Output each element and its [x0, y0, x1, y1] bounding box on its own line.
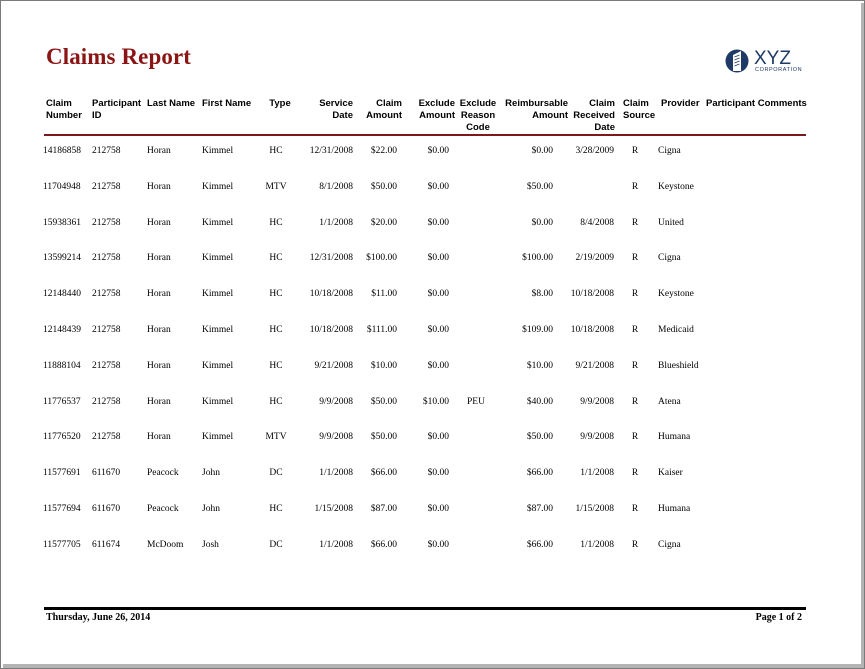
cell-reimbursable-amount: $66.00: [526, 539, 553, 550]
table-row: [0, 217, 865, 229]
cell-first-name: Kimmel: [202, 181, 234, 192]
column-header-exclude-amount: Exclude Amount: [418, 98, 455, 121]
cell-first-name: Kimmel: [202, 325, 234, 335]
cell-service-date: 8/1/2008: [319, 181, 353, 192]
cell-type: HC: [269, 325, 283, 335]
cell-reimbursable-amount: $40.00: [526, 396, 553, 407]
table-row: [0, 396, 865, 408]
column-header-service-date: Service Date: [319, 98, 353, 121]
table-row: [0, 181, 865, 193]
cell-reimbursable-amount: $109.00: [522, 325, 553, 335]
table-row: [0, 324, 865, 336]
cell-participant-id: 212758: [92, 217, 121, 228]
cell-exclude-amount: $0.00: [427, 146, 449, 156]
report-title: Claims Report: [46, 44, 192, 69]
cell-claim-received-date: 2/19/2009: [575, 253, 614, 264]
cell-first-name: Kimmel: [202, 396, 234, 407]
cell-service-date: 1/1/2008: [319, 539, 353, 550]
cell-service-date: 1/1/2008: [319, 217, 353, 228]
cell-claim-source: R: [631, 504, 639, 514]
column-header-provider: Provider: [661, 98, 700, 109]
column-header-claim-amount: Claim Amount: [366, 98, 402, 121]
cell-last-name: Horan: [147, 217, 171, 228]
cell-provider: Atena: [658, 396, 681, 407]
cell-claim-received-date: 10/18/2008: [570, 289, 614, 300]
cell-provider: Humana: [658, 432, 691, 443]
column-header-reimbursable-amount: Reimbursable Amount: [505, 98, 568, 121]
cell-first-name: John: [202, 468, 220, 479]
cell-type: MTV: [265, 181, 287, 192]
cell-last-name: Horan: [147, 253, 171, 264]
cell-claim-amount: $22.00: [370, 146, 397, 156]
cell-service-date: 10/18/2008: [309, 289, 353, 300]
cell-claim-amount: $10.00: [370, 360, 397, 371]
cell-claim-source: R: [631, 432, 639, 443]
cell-last-name: Horan: [147, 396, 171, 407]
cell-provider: Kaiser: [658, 468, 683, 479]
cell-reimbursable-amount: $100.00: [522, 253, 553, 264]
cell-claim-amount: $50.00: [370, 396, 397, 407]
cell-provider: Keystone: [658, 289, 694, 300]
cell-type: HC: [269, 253, 283, 264]
cell-claim-number: 11776520: [43, 432, 81, 443]
cell-last-name: Peacock: [147, 468, 179, 479]
cell-reimbursable-amount: $0.00: [531, 146, 553, 156]
cell-exclude-amount: $0.00: [427, 468, 449, 479]
cell-claim-number: 11776537: [43, 396, 81, 407]
cell-claim-source: R: [631, 217, 639, 228]
cell-claim-received-date: 9/9/2008: [580, 396, 614, 407]
cell-type: DC: [269, 539, 283, 550]
table-row: [0, 431, 865, 443]
cell-reimbursable-amount: $50.00: [526, 432, 553, 443]
cell-exclude-amount: $0.00: [427, 504, 449, 514]
cell-first-name: Kimmel: [202, 253, 234, 264]
cell-reimbursable-amount: $66.00: [526, 468, 553, 479]
cell-exclude-amount: $10.00: [422, 396, 449, 407]
cell-provider: Cigna: [658, 146, 681, 156]
cell-participant-id: 212758: [92, 396, 121, 407]
cell-reimbursable-amount: $50.00: [526, 181, 553, 192]
cell-first-name: Kimmel: [202, 432, 234, 443]
cell-participant-id: 611670: [92, 504, 121, 514]
cell-claim-source: R: [631, 253, 639, 264]
cell-last-name: Horan: [147, 432, 171, 443]
cell-last-name: Horan: [147, 325, 171, 335]
cell-claim-source: R: [631, 468, 639, 479]
cell-provider: Humana: [658, 504, 691, 514]
table-row: [0, 539, 865, 551]
cell-claim-amount: $50.00: [370, 181, 397, 192]
cell-participant-id: 212758: [92, 325, 121, 335]
cell-claim-number: 15938361: [43, 217, 81, 228]
cell-exclude-amount: $0.00: [427, 181, 449, 192]
cell-claim-amount: $66.00: [370, 468, 397, 479]
cell-first-name: Kimmel: [202, 217, 234, 228]
footer-page-number: Page 1 of 2: [755, 612, 802, 623]
column-header-exclude-reason-code: Exclude Reason Code: [459, 98, 497, 133]
column-header-participant-comments: Participant Comments: [706, 98, 807, 109]
cell-claim-received-date: 1/1/2008: [580, 468, 614, 479]
cell-exclude-amount: $0.00: [427, 432, 449, 443]
cell-claim-received-date: 10/18/2008: [570, 325, 614, 335]
cell-claim-received-date: 1/15/2008: [575, 504, 614, 514]
cell-claim-amount: $87.00: [370, 504, 397, 514]
table-row: [0, 288, 865, 300]
cell-reimbursable-amount: $8.00: [531, 289, 553, 300]
cell-last-name: Horan: [147, 289, 171, 300]
cell-claim-source: R: [631, 539, 639, 550]
column-header-type: Type: [269, 98, 291, 109]
cell-exclude-amount: $0.00: [427, 360, 449, 371]
cell-claim-number: 11577691: [43, 468, 81, 479]
cell-claim-source: R: [631, 360, 639, 371]
cell-last-name: Horan: [147, 181, 171, 192]
cell-service-date: 9/21/2008: [314, 360, 353, 371]
header-divider: [44, 134, 806, 136]
cell-claim-received-date: 9/9/2008: [580, 432, 614, 443]
cell-claim-received-date: 9/21/2008: [575, 360, 614, 371]
cell-claim-received-date: 8/4/2008: [580, 217, 614, 228]
cell-service-date: 10/18/2008: [309, 325, 353, 335]
cell-type: HC: [269, 396, 283, 407]
table-row: [0, 467, 865, 479]
cell-service-date: 1/1/2008: [319, 468, 353, 479]
cell-claim-number: 12148440: [43, 289, 81, 300]
footer-divider: [44, 607, 806, 610]
logo-text: XYZ: [754, 48, 791, 69]
cell-claim-amount: $50.00: [370, 432, 397, 443]
company-logo: [724, 46, 804, 76]
cell-exclude-amount: $0.00: [427, 539, 449, 550]
cell-claim-source: R: [631, 181, 639, 192]
cell-type: HC: [269, 217, 283, 228]
cell-participant-id: 212758: [92, 253, 121, 264]
cell-provider: Cigna: [658, 539, 681, 550]
page-shadow-bottom: [3, 664, 864, 668]
cell-claim-number: 11577705: [43, 539, 81, 550]
cell-provider: Medicaid: [658, 325, 694, 335]
cell-claim-number: 11704948: [43, 181, 81, 192]
cell-last-name: Horan: [147, 360, 171, 371]
cell-service-date: 12/31/2008: [309, 146, 353, 156]
cell-claim-number: 14186858: [43, 146, 81, 156]
cell-last-name: Peacock: [147, 504, 179, 514]
cell-type: DC: [269, 468, 283, 479]
cell-exclude-amount: $0.00: [427, 253, 449, 264]
cell-claim-amount: $20.00: [370, 217, 397, 228]
table-row: [0, 360, 865, 372]
cell-provider: Blueshield: [658, 360, 699, 371]
cell-claim-received-date: 3/28/2009: [575, 146, 614, 156]
cell-service-date: 9/9/2008: [319, 432, 353, 443]
cell-participant-id: 611670: [92, 468, 121, 479]
cell-first-name: Kimmel: [202, 360, 234, 371]
building-logo-icon: [724, 46, 750, 76]
cell-service-date: 9/9/2008: [319, 396, 353, 407]
cell-claim-number: 11888104: [43, 360, 81, 371]
cell-type: HC: [269, 146, 283, 156]
cell-type: HC: [269, 289, 283, 300]
cell-claim-received-date: 1/1/2008: [580, 539, 614, 550]
footer-date: Thursday, June 26, 2014: [46, 612, 151, 623]
table-row: [0, 503, 865, 515]
cell-exclude-amount: $0.00: [427, 289, 449, 300]
cell-participant-id: 212758: [92, 289, 121, 300]
cell-provider: United: [658, 217, 684, 228]
column-header-claim-number: Claim Number: [46, 98, 82, 121]
column-header-claim-received-date: Claim Received Date: [573, 98, 615, 133]
cell-participant-id: 212758: [92, 360, 121, 371]
cell-exclude-amount: $0.00: [427, 217, 449, 228]
cell-exclude-amount: $0.00: [427, 325, 449, 335]
cell-reimbursable-amount: $87.00: [526, 504, 553, 514]
cell-claim-amount: $111.00: [366, 325, 397, 335]
cell-last-name: Horan: [147, 146, 171, 156]
cell-participant-id: 212758: [92, 432, 121, 443]
cell-participant-id: 611674: [92, 539, 121, 550]
cell-claim-number: 11577694: [43, 504, 81, 514]
cell-service-date: 12/31/2008: [309, 253, 353, 264]
column-header-first-name: First Name: [202, 98, 252, 109]
cell-claim-source: R: [631, 289, 639, 300]
cell-service-date: 1/15/2008: [314, 504, 353, 514]
cell-last-name: McDoom: [147, 539, 184, 550]
cell-participant-id: 212758: [92, 146, 121, 156]
cell-claim-source: R: [631, 325, 639, 335]
cell-provider: Cigna: [658, 253, 681, 264]
cell-first-name: Josh: [202, 539, 219, 550]
column-header-last-name: Last Name: [147, 98, 196, 109]
cell-type: HC: [269, 504, 283, 514]
cell-claim-number: 13599214: [43, 253, 81, 264]
cell-first-name: John: [202, 504, 220, 514]
cell-exclude-reason-code: PEU: [467, 396, 485, 407]
cell-claim-amount: $11.00: [371, 289, 397, 300]
table-row: [0, 145, 865, 157]
cell-first-name: Kimmel: [202, 146, 234, 156]
cell-reimbursable-amount: $10.00: [526, 360, 553, 371]
cell-claim-number: 12148439: [43, 325, 81, 335]
table-row: [0, 252, 865, 264]
cell-claim-amount: $66.00: [370, 539, 397, 550]
cell-provider: Keystone: [658, 181, 694, 192]
cell-claim-source: R: [631, 146, 639, 156]
cell-claim-amount: $100.00: [366, 253, 397, 264]
cell-reimbursable-amount: $0.00: [531, 217, 553, 228]
cell-type: MTV: [265, 432, 287, 443]
column-header-claim-source: Claim Source: [623, 98, 656, 121]
column-header-participant-id: Participant ID: [92, 98, 142, 121]
cell-first-name: Kimmel: [202, 289, 234, 300]
cell-participant-id: 212758: [92, 181, 121, 192]
logo-subtext: CORPORATION: [755, 67, 803, 73]
cell-type: HC: [269, 360, 283, 371]
cell-claim-source: R: [631, 396, 639, 407]
